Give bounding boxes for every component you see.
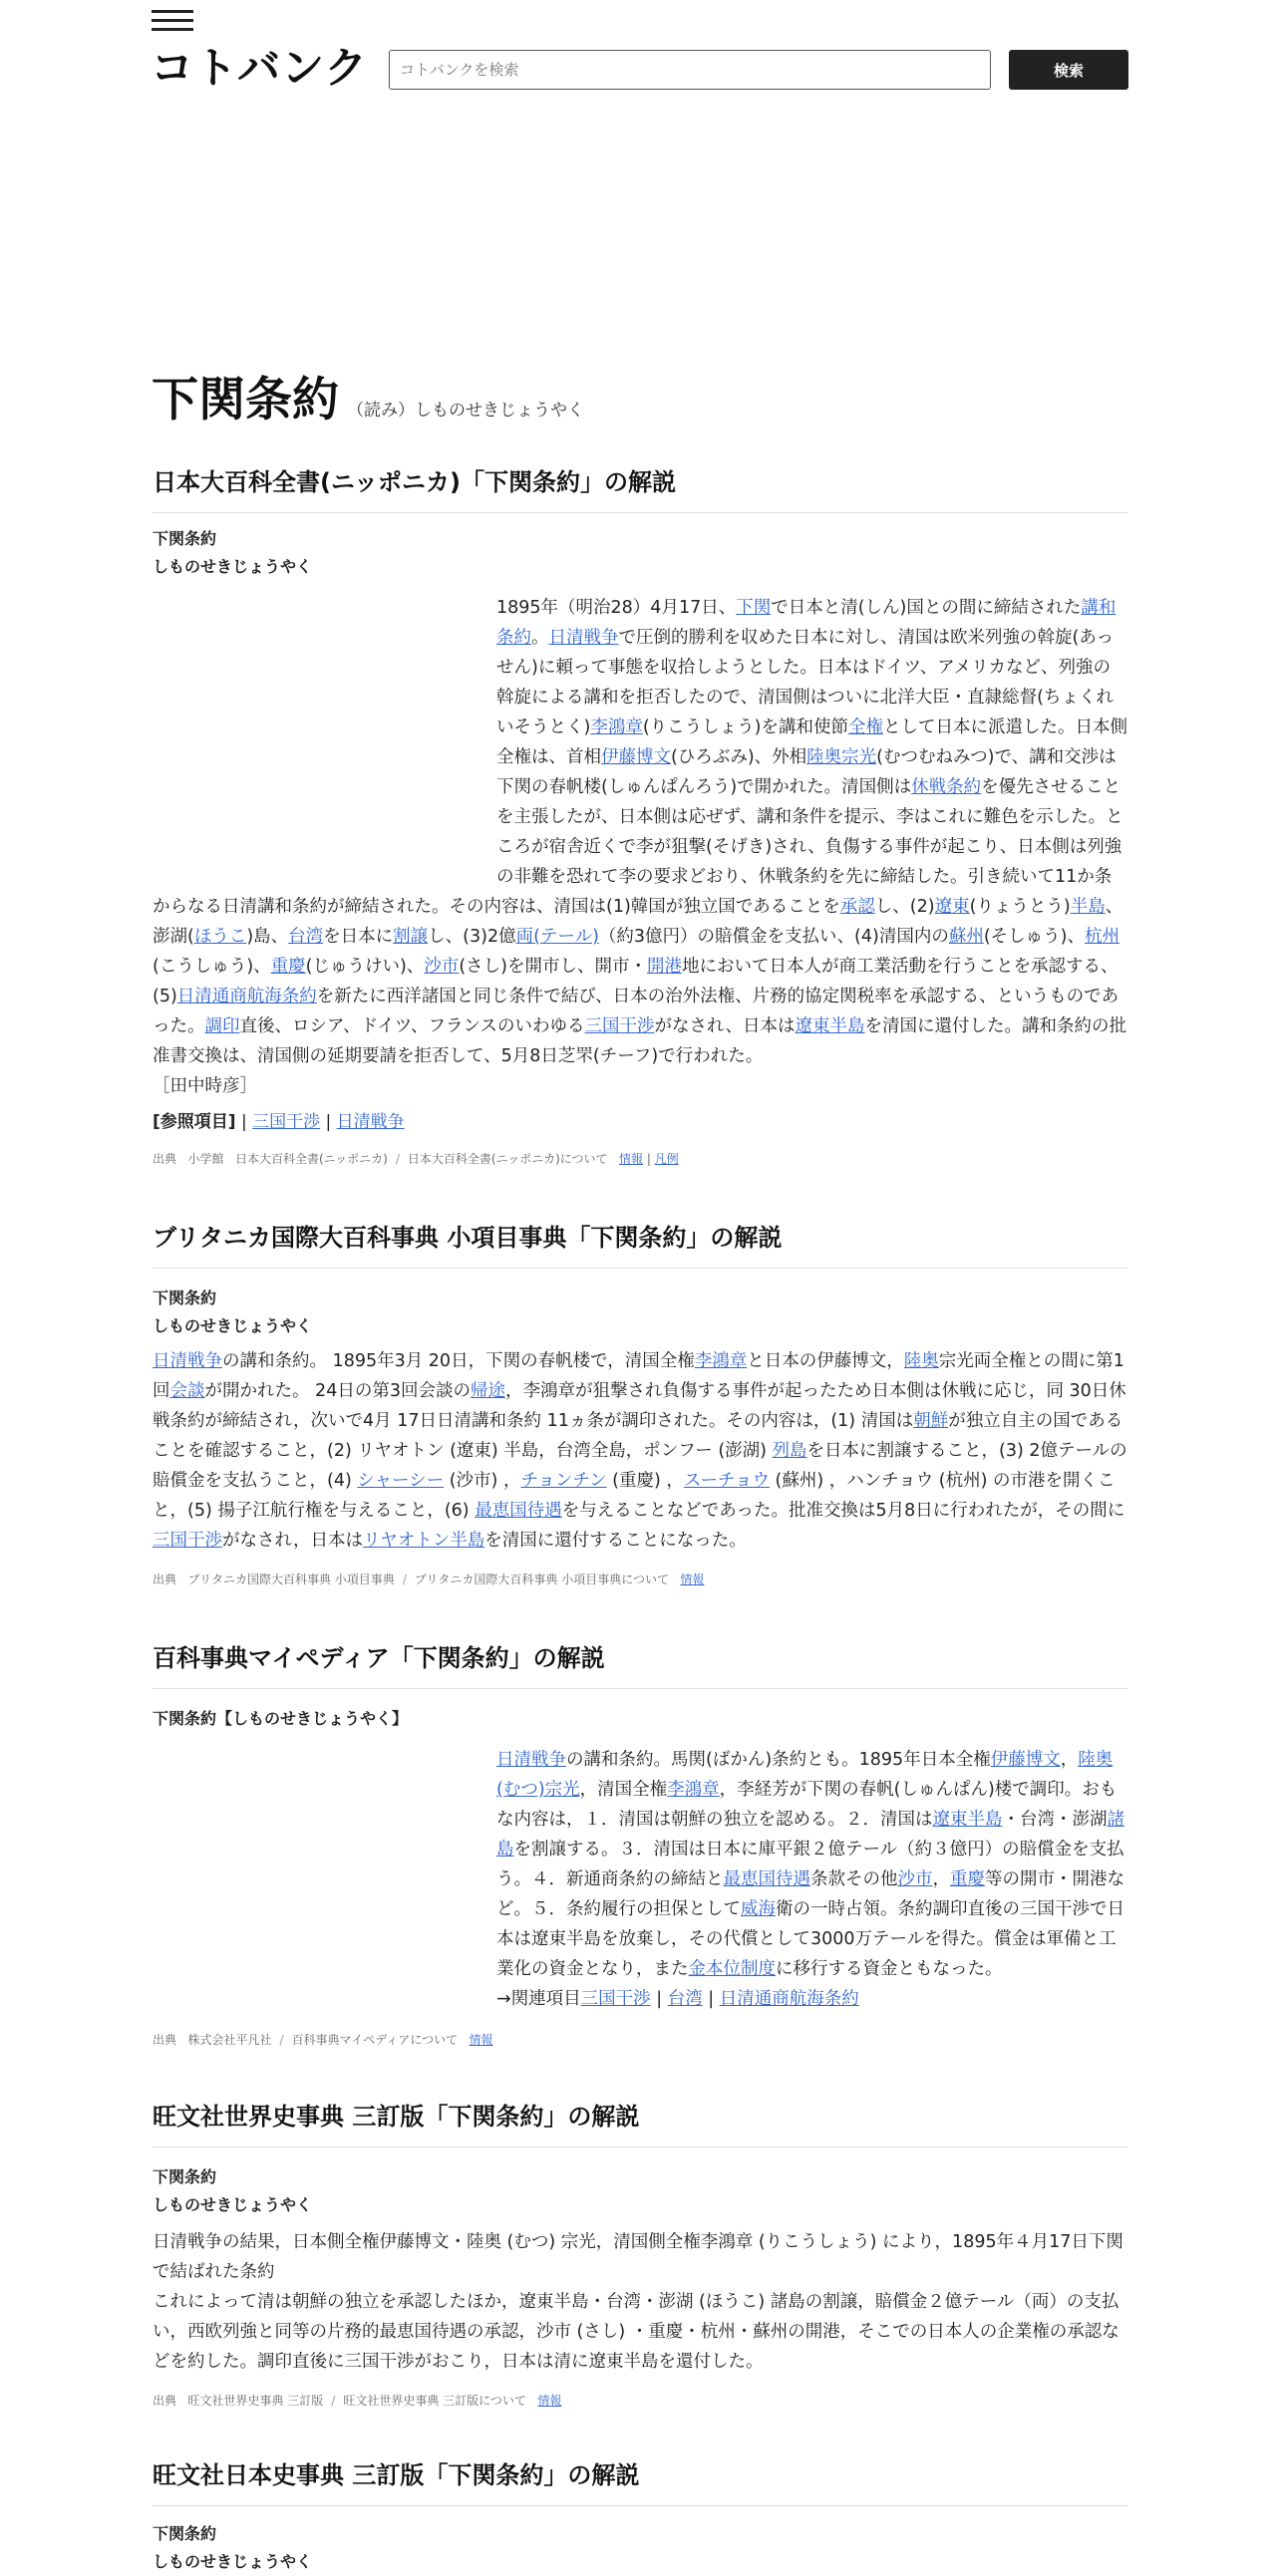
link[interactable]: 講和条約	[496, 598, 1117, 648]
link[interactable]: 台湾	[288, 927, 324, 947]
article-body	[153, 1745, 1127, 2014]
ad-space	[153, 1745, 496, 2014]
source-footer: 出典 株式会社平凡社 / 百科事典マイペディアについて 情報	[153, 2033, 493, 2047]
section-heading	[153, 464, 1127, 513]
search-input[interactable]	[389, 50, 991, 90]
footer-info-link[interactable]: 情報	[469, 2033, 493, 2047]
term-heading: 下関条約	[153, 1288, 217, 1307]
section-source: 旺文社日本史事典 三訂版	[153, 2461, 425, 2489]
link[interactable]: 杭州	[1084, 927, 1120, 947]
link[interactable]: 遼東半島	[932, 1810, 1003, 1830]
link[interactable]: 三国干渉	[153, 1531, 222, 1551]
entry-title: 下関条約	[152, 373, 339, 428]
link[interactable]: 沙市	[424, 957, 460, 977]
ad-space	[153, 593, 496, 892]
link[interactable]: 最恵国待遇	[475, 1501, 562, 1521]
link[interactable]: 割譲	[393, 927, 429, 947]
section-heading	[153, 1220, 1127, 1269]
link[interactable]: 朝鮮	[913, 1411, 949, 1431]
link[interactable]: 日清戦争	[153, 1351, 222, 1371]
term-reading: しものせきじょうやく	[153, 557, 313, 576]
link[interactable]: 重慶	[270, 957, 306, 977]
link[interactable]: 両(テール)	[515, 927, 599, 947]
link[interactable]: 遼東半島	[795, 1016, 865, 1036]
link[interactable]: 会談	[169, 1381, 205, 1401]
link[interactable]: 帰途	[470, 1381, 505, 1401]
footer-publisher: 株式会社平凡社	[187, 2033, 272, 2047]
section-obunsha-japan	[153, 2457, 1127, 2576]
section-nipponica	[153, 464, 1127, 1169]
article-text: 1895年（明治28）4月17日、下関で日本と清(しん)国との間に締結された講和条約。日清戦争で圧倒的勝利を収めた日本に対し、清国は欧米列強の斡旋(あっせん)に頼って事態を収拾しようとした。日本はドイツ、アメリカなど、列強の斡旋による講和を拒否したので、清国側はついに北洋大臣・直隷総督(ちょくれいそうとく)李鴻章(りこうしょう)を講和使節全権として日本に派遣した。日本側全権は、首相伊藤博文(ひろぶみ)、外相陸奥宗光(むつむねみつ)で、講和交渉は下関の春帆楼(しゅんぱんろう)で開かれた。清国側は休戦条約を優先させることを主張したが、日本側は応ぜず、講和条件を提示、李はこれに難色を示した。ところが宿舎近くで李が狙撃(そげき)され、負傷する事件が起こり、日本側は列強の非難を恐れて李の要求どおり、休戦条約を先に締結した。引き続いて11か条からなる日清講和条約が締結された。その内容は、清国は(1)韓国が独立国であることを承認し、(2)遼東(りょうとう)半島、澎湖(ほうこ)島、台湾を日本に割譲し、(3)2億両(テール)（約3億円）の賠償金を支払い、(4)清国内の蘇州(そしゅう)、杭州(こうしゅう)、重慶(じゅうけい)、沙市(さし)を開市し、開市・開港地において日本人が商工業活動を行うことを承認する、(5)日清通商航海条約を新たに西洋諸国と同じ条件で結び、日本の治外法権、片務的協定関税率を承認する、というものであった。調印直後、ロシア、ドイツ、フランスのいわゆる三国干渉がなされ、日本は遼東半島を清国に還付した。講和条約の批准書交換は、清国側の延期要請を拒否して、5月8日芝罘(チーフ)で行われた。 ［田中時彦］	[153, 598, 1127, 1096]
section-suffix: 「下関条約」の解説	[460, 468, 676, 496]
footer-work: 旺文社世界史事典 三訂版	[187, 2394, 324, 2408]
link[interactable]: 列島	[772, 1441, 807, 1461]
link[interactable]: ほうこ	[193, 927, 247, 947]
article-body: 日清戦争の講和条約。 1895年3月 20日，下関の春帆楼で，清国全権李鴻章と日本の伊藤博文，陸奥宗光両全権との間に第1回会談が開かれた。 24日の第3回会談の帰途，李鴻章が狙撃され負傷する事件が起ったため日本側は休戦に応じ，同 30日休戦条約が締結され，次いで4月 17日日清講和条約 11ヵ条が調印された。その内容は，(1) 清国は朝鮮が独立自主の国であることを確認すること，(2) リヤオトン (遼東) 半島，台湾全島，ポンフー (澎湖) 列島を日本に割譲すること，(3) 2億テールの賠償金を支払うこと，(4) シャーシー (沙市) ，チョンチン (重慶) ，スーチョウ (蘇州) ，ハンチョウ (杭州) の市港を開くこと，(5) 揚子江航行権を与えること，(6) 最恵国待遇を与えることなどであった。批准交換は5月8日に行われたが，その間に三国干渉がなされ，日本はリヤオトン半島を清国に還付することになった。	[153, 1351, 1127, 1551]
link[interactable]: 日清戦争	[548, 628, 619, 648]
section-suffix: 「下関条約」の解説	[424, 2103, 640, 2131]
link[interactable]: 伊藤博文	[601, 747, 671, 767]
footer-info-link[interactable]: 情報	[618, 1152, 643, 1166]
term-reading: しものせきじょうやく	[153, 2552, 313, 2571]
article-text: 日清戦争の講和条約。馬関(ばかん)条約とも。1895年日本全権伊藤博文，陸奥(むつ)宗光，清国全権李鴻章，李経芳が下関の春帆(しゅんぱん)楼で調印。おもな内容は，１．清国は朝鮮の独立を認める。２．清国は遼東半島・台湾・澎湖諸島を割譲する。３．清国は日本に庫平銀２億テール（約３億円）の賠償金を支払う。４．新通商条約の締結と最恵国待遇条款その他沙市，重慶等の開市・開港など。５．条約履行の担保として威海衛の一時占領。条約調印直後の三国干渉で日本は遼東半島を放棄し，その代償として3000万テールを得た。償金は軍備と工業化の資金となり，また金本位制度に移行する資金ともなった。 →関連項目三国干渉 | 台湾 | 日清通商航海条約	[496, 1750, 1124, 2009]
hamburger-menu-icon[interactable]	[152, 10, 193, 32]
link[interactable]: 李鴻章	[590, 717, 643, 737]
section-source: 日本大百科全書(ニッポニカ)	[153, 468, 461, 496]
section-britannica	[153, 1220, 1127, 1589]
link[interactable]: 最恵国待遇	[723, 1869, 810, 1889]
section-heading	[153, 1640, 1127, 1689]
link[interactable]: 金本位制度	[688, 1959, 776, 1979]
section-source: 百科事典マイペディア	[153, 1644, 390, 1672]
link[interactable]: 休戦条約	[911, 777, 982, 797]
source-footer: 出典 旺文社世界史事典 三訂版 / 旺文社世界史事典 三訂版について 情報	[153, 2394, 562, 2408]
link[interactable]: 日清通商航海条約	[719, 1989, 859, 2009]
section-obunsha-world	[153, 2099, 1127, 2411]
footer-label: 出典	[153, 2033, 177, 2047]
term-reading: しものせきじょうやく	[153, 2195, 313, 2214]
section-suffix: 「下関条約」の解説	[389, 1644, 605, 1672]
link[interactable]: 調印	[204, 1016, 240, 1036]
footer-label: 出典	[153, 2394, 177, 2408]
link[interactable]: 台湾	[667, 1989, 703, 2009]
link[interactable]: 全権	[847, 717, 883, 737]
footer-guide-link[interactable]: 凡例	[654, 1152, 679, 1166]
term-heading: 下関条約【しものせきじょうやく】	[153, 1709, 409, 1728]
link[interactable]: 日清通商航海条約	[176, 987, 317, 1006]
link[interactable]: チョンチン	[520, 1471, 607, 1491]
source-footer: 出典 小学館 日本大百科全書(ニッポニカ) / 日本大百科全書(ニッポニカ)について 情報 | 凡例	[153, 1152, 679, 1166]
ref-link[interactable]: 日清戦争	[336, 1112, 405, 1132]
term-reading: しものせきじょうやく	[153, 1316, 313, 1335]
link[interactable]: 諸島	[496, 1810, 1124, 1860]
link[interactable]: 承認	[839, 897, 875, 917]
link[interactable]: 開港	[646, 957, 682, 977]
search-button[interactable]: 検索	[1009, 50, 1128, 90]
footer-label: 出典	[153, 1152, 177, 1166]
link[interactable]: 半島	[1070, 897, 1106, 917]
term-heading: 下関条約	[153, 529, 217, 548]
footer-work: ブリタニカ国際大百科事典 小項目事典	[187, 1573, 395, 1586]
section-suffix: 「下関条約」の解説	[566, 1224, 783, 1252]
ref-link[interactable]: 三国干渉	[252, 1112, 321, 1132]
footer-about: 百科事典マイペディアについて	[291, 2033, 459, 2047]
link[interactable]: 下関	[736, 598, 772, 618]
link[interactable]: 陸奥	[903, 1351, 939, 1371]
article-paragraph: 日清戦争の結果，日本側全権伊藤博文・陸奥 (むつ) 宗光，清国側全権李鴻章 (りこうしょう) により，1895年４月17日下関で結ばれた条約	[153, 2232, 1123, 2282]
footer-label: 出典	[153, 1573, 177, 1586]
link[interactable]: 陸奥(むつ)宗光	[496, 1750, 1114, 1800]
link[interactable]: 李鴻章	[667, 1780, 720, 1800]
footer-info-link[interactable]: 情報	[537, 2394, 562, 2408]
link[interactable]: シャーシー	[357, 1471, 445, 1491]
footer-about: ブリタニカ国際大百科事典 小項目事典について	[414, 1573, 669, 1586]
link[interactable]: 蘇州	[948, 927, 984, 947]
link[interactable]: リヤオトン半島	[363, 1531, 485, 1551]
link[interactable]: 沙市	[897, 1869, 933, 1889]
footer-about: 日本大百科全書(ニッポニカ)について	[407, 1152, 608, 1166]
source-footer: 出典 ブリタニカ国際大百科事典 小項目事典 / ブリタニカ国際大百科事典 小項目事典について 情報	[153, 1573, 705, 1586]
article-paragraph: これによって清は朝鮮の独立を承認したほか，遼東半島・台湾・澎湖 (ほうこ) 諸島の割譲，賠償金２億テール（両）の支払い，西欧列強と同等の片務的最恵国待遇の承認，沙市 (さし) ・重慶・杭州・蘇州の開港，そこでの日本人の企業権の承認などを約した。調印直後に三国干渉がおこり，日本は清に遼東半島を還付した。	[153, 2292, 1120, 2372]
link[interactable]: 遼東	[934, 897, 970, 917]
section-suffix: 「下関条約」の解説	[424, 2461, 640, 2489]
page-title	[152, 371, 584, 440]
reference-links: [参照項目] | 三国干渉 | 日清戦争	[153, 1112, 405, 1132]
section-mypedia	[153, 1640, 1127, 2050]
term-heading: 下関条約	[153, 2524, 217, 2543]
link[interactable]: スーチョウ	[683, 1471, 770, 1491]
link[interactable]: 李鴻章	[694, 1351, 748, 1371]
article-body	[153, 593, 1127, 1101]
site-logo[interactable]: コトバンク	[151, 44, 369, 94]
link[interactable]: 陸奥宗光	[806, 747, 877, 767]
link[interactable]: 重慶	[950, 1869, 985, 1889]
section-source: 旺文社世界史事典 三訂版	[153, 2103, 425, 2131]
term-heading: 下関条約	[153, 2167, 217, 2186]
link[interactable]: 伊藤博文	[990, 1750, 1061, 1770]
link[interactable]: 三国干渉	[580, 1989, 651, 2009]
entry-reading: （読み）しものせきじょうやく	[347, 401, 584, 421]
footer-about: 旺文社世界史事典 三訂版について	[343, 2394, 526, 2408]
footer-info-link[interactable]: 情報	[680, 1573, 705, 1586]
footer-work: 日本大百科全書(ニッポニカ)	[234, 1152, 388, 1166]
section-heading	[153, 2457, 1127, 2506]
section-source: ブリタニカ国際大百科事典 小項目事典	[153, 1224, 567, 1252]
section-heading	[153, 2099, 1127, 2147]
link[interactable]: 日清戦争	[496, 1750, 566, 1770]
ref-label: [参照項目]	[153, 1112, 236, 1132]
link[interactable]: 三国干渉	[584, 1016, 655, 1036]
link[interactable]: 威海	[741, 1899, 776, 1919]
footer-publisher: 小学館	[187, 1152, 224, 1166]
